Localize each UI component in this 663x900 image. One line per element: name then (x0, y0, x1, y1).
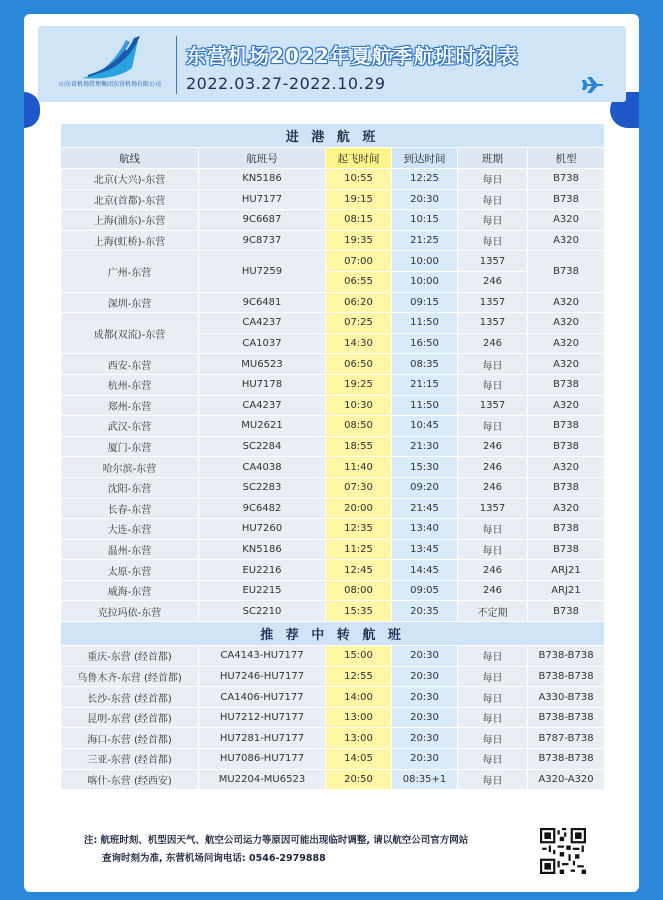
arrival-row (61, 374, 605, 395)
flight-number-cell: 9C6481 (199, 292, 326, 313)
flight-schedule-table (60, 123, 605, 790)
departure-time-cell: 12:45 (326, 560, 392, 581)
arrival-time-cell: 20:30 (392, 728, 458, 749)
route-cell: 海口-东营 (经首都) (61, 728, 199, 749)
departure-time-cell: 06:20 (326, 292, 392, 313)
arrival-row (61, 498, 605, 519)
arrival-row (61, 230, 605, 251)
route-cell: 上海(虹桥)-东营 (61, 230, 199, 251)
transfers-section-title: 推 荐 中 转 航 班 (61, 622, 605, 646)
days-cell: 每日 (458, 230, 528, 251)
flight-number-cell: EU2215 (199, 580, 326, 601)
aircraft-type-cell: ARJ21 (528, 580, 605, 601)
route-cell: 太原-东营 (61, 560, 199, 581)
route-cell: 重庆-东营 (经首都) (61, 646, 199, 667)
aircraft-type-cell: B738 (528, 251, 605, 292)
days-cell: 每日 (458, 728, 528, 749)
arrival-time-cell: 16:50 (392, 333, 458, 354)
transfer-row (61, 646, 605, 667)
aircraft-type-cell: A320 (528, 354, 605, 375)
departure-time-cell: 12:55 (326, 666, 392, 687)
aircraft-type-cell: A320 (528, 333, 605, 354)
col-header-aircraft: 机型 (528, 148, 605, 169)
route-cell: 乌鲁木齐-东营 (经首都) (61, 666, 199, 687)
footer-note (84, 832, 534, 868)
route-cell: 三亚-东营 (经首都) (61, 749, 199, 770)
departure-time-cell: 15:35 (326, 601, 392, 622)
route-cell: 杭州-东营 (61, 374, 199, 395)
arrival-time-cell: 21:15 (392, 374, 458, 395)
date-range: 2022.03.27-2022.10.29 (186, 74, 386, 93)
arrival-time-cell: 08:35 (392, 354, 458, 375)
arrivals-section-title: 进 港 航 班 (61, 124, 605, 148)
route-cell: 广州-东营 (61, 251, 199, 292)
flight-number-cell: KN5186 (199, 169, 326, 190)
logo-company-name: 山东省机场管理集团东营机场有限公司 (58, 81, 161, 88)
arrival-time-cell: 08:35+1 (392, 769, 458, 790)
qr-code[interactable] (540, 828, 586, 874)
departure-time-cell: 11:40 (326, 457, 392, 478)
arrival-time-cell: 10:45 (392, 416, 458, 437)
aircraft-type-cell: B738-B738 (528, 707, 605, 728)
days-cell: 1357 (458, 251, 528, 272)
transfers-section-header (61, 622, 605, 646)
arrival-time-cell: 10:15 (392, 210, 458, 231)
arrival-row (61, 519, 605, 540)
arrival-time-cell: 21:45 (392, 498, 458, 519)
flight-number-cell: 9C6482 (199, 498, 326, 519)
arrival-row (61, 189, 605, 210)
arrival-row (61, 477, 605, 498)
transfer-row (61, 707, 605, 728)
days-cell: 1357 (458, 313, 528, 334)
days-cell: 不定期 (458, 601, 528, 622)
arrival-row (61, 601, 605, 622)
arrival-row (61, 580, 605, 601)
arrival-time-cell: 20:30 (392, 707, 458, 728)
aircraft-type-cell: A320 (528, 230, 605, 251)
arrival-row (61, 210, 605, 231)
arrival-time-cell: 11:50 (392, 395, 458, 416)
days-cell: 每日 (458, 354, 528, 375)
flight-number-cell: CA4237 (199, 395, 326, 416)
departure-time-cell: 11:25 (326, 539, 392, 560)
aircraft-type-cell: B738 (528, 436, 605, 457)
route-cell: 长沙-东营 (经首都) (61, 687, 199, 708)
arrival-time-cell: 13:45 (392, 539, 458, 560)
aircraft-type-cell: B738 (528, 189, 605, 210)
departure-time-cell: 07:25 (326, 313, 392, 334)
arrival-time-cell: 20:35 (392, 601, 458, 622)
departure-time-cell: 10:55 (326, 169, 392, 190)
route-cell: 克拉玛依-东营 (61, 601, 199, 622)
days-cell: 每日 (458, 169, 528, 190)
days-cell: 每日 (458, 189, 528, 210)
arrival-row (61, 416, 605, 437)
departure-time-cell: 20:50 (326, 769, 392, 790)
flight-number-cell: KN5186 (199, 539, 326, 560)
flight-number-cell: CA4038 (199, 457, 326, 478)
arrival-time-cell: 20:30 (392, 687, 458, 708)
route-cell: 深圳-东营 (61, 292, 199, 313)
aircraft-type-cell: ARJ21 (528, 560, 605, 581)
days-cell: 每日 (458, 519, 528, 540)
arrival-row (61, 313, 605, 334)
transfer-row (61, 728, 605, 749)
flight-number-cell: HU7178 (199, 374, 326, 395)
departure-time-cell: 10:30 (326, 395, 392, 416)
aircraft-type-cell: B738-B738 (528, 666, 605, 687)
days-cell: 每日 (458, 769, 528, 790)
arrival-row (61, 395, 605, 416)
route-cell: 沈阳-东营 (61, 477, 199, 498)
departure-time-cell: 19:15 (326, 189, 392, 210)
aircraft-type-cell: B787-B738 (528, 728, 605, 749)
departure-time-cell: 08:15 (326, 210, 392, 231)
days-cell: 每日 (458, 687, 528, 708)
flight-number-cell: HU7212-HU7177 (199, 707, 326, 728)
departure-time-cell: 14:30 (326, 333, 392, 354)
arrival-time-cell: 09:15 (392, 292, 458, 313)
note-line-1: 航班时刻、机型因天气、航空公司运力等原因可能出现临时调整, 请以航空公司官方网站 (100, 835, 469, 846)
route-cell: 武汉-东营 (61, 416, 199, 437)
days-cell: 246 (458, 271, 528, 292)
arrival-time-cell: 20:30 (392, 189, 458, 210)
departure-time-cell: 14:05 (326, 749, 392, 770)
route-cell: 威海-东营 (61, 580, 199, 601)
route-cell: 北京(首都)-东营 (61, 189, 199, 210)
days-cell: 1357 (458, 395, 528, 416)
route-cell: 厦门-东营 (61, 436, 199, 457)
flight-number-cell: HU7281-HU7177 (199, 728, 326, 749)
departure-time-cell: 13:00 (326, 728, 392, 749)
arrival-row (61, 251, 605, 272)
flight-number-cell: HU7260 (199, 519, 326, 540)
arrival-time-cell: 15:30 (392, 457, 458, 478)
aircraft-type-cell: B738 (528, 416, 605, 437)
note-label: 注: (84, 835, 98, 846)
days-cell: 每日 (458, 749, 528, 770)
arrival-time-cell: 14:45 (392, 560, 458, 581)
route-cell: 大连-东营 (61, 519, 199, 540)
departure-time-cell: 19:25 (326, 374, 392, 395)
flight-number-cell: CA1406-HU7177 (199, 687, 326, 708)
days-cell: 每日 (458, 210, 528, 231)
route-cell: 北京(大兴)-东营 (61, 169, 199, 190)
departure-time-cell: 13:00 (326, 707, 392, 728)
route-cell: 哈尔滨-东营 (61, 457, 199, 478)
arrival-time-cell: 21:30 (392, 436, 458, 457)
flight-number-cell: MU2621 (199, 416, 326, 437)
arrival-time-cell: 09:20 (392, 477, 458, 498)
aircraft-type-cell: B738 (528, 519, 605, 540)
departure-time-cell: 15:00 (326, 646, 392, 667)
route-cell: 上海(浦东)-东营 (61, 210, 199, 231)
days-cell: 246 (458, 436, 528, 457)
flight-number-cell: CA4143-HU7177 (199, 646, 326, 667)
arrivals-section-header (61, 124, 605, 148)
days-cell: 246 (458, 560, 528, 581)
flight-number-cell: HU7259 (199, 251, 326, 292)
flight-number-cell: HU7246-HU7177 (199, 666, 326, 687)
arrival-time-cell: 11:50 (392, 313, 458, 334)
arrival-time-cell: 10:00 (392, 271, 458, 292)
days-cell: 246 (458, 457, 528, 478)
days-cell: 246 (458, 580, 528, 601)
flight-number-cell: MU2204-MU6523 (199, 769, 326, 790)
transfer-row (61, 666, 605, 687)
transfer-row (61, 687, 605, 708)
departure-time-cell: 14:00 (326, 687, 392, 708)
days-cell: 1357 (458, 292, 528, 313)
arrival-time-cell: 09:05 (392, 580, 458, 601)
aircraft-type-cell: B738-B738 (528, 749, 605, 770)
flight-number-cell: SC2284 (199, 436, 326, 457)
departure-time-cell: 18:55 (326, 436, 392, 457)
arrival-time-cell: 21:25 (392, 230, 458, 251)
aircraft-type-cell: A320 (528, 292, 605, 313)
flight-number-cell: CA1037 (199, 333, 326, 354)
col-header-arrival: 到达时间 (392, 148, 458, 169)
route-cell: 喀什-东营 (经西安) (61, 769, 199, 790)
flight-number-cell: 9C8737 (199, 230, 326, 251)
aircraft-type-cell: B738-B738 (528, 646, 605, 667)
departure-time-cell: 07:30 (326, 477, 392, 498)
route-cell: 昆明-东营 (经首都) (61, 707, 199, 728)
airplane-icon (582, 76, 604, 94)
aircraft-type-cell: B738 (528, 169, 605, 190)
departure-time-cell: 06:55 (326, 271, 392, 292)
departure-time-cell: 07:00 (326, 251, 392, 272)
col-header-departure: 起飞时间 (326, 148, 392, 169)
flight-number-cell: MU6523 (199, 354, 326, 375)
aircraft-type-cell: B738 (528, 601, 605, 622)
aircraft-type-cell: B738 (528, 539, 605, 560)
days-cell: 1357 (458, 498, 528, 519)
flight-number-cell: SC2283 (199, 477, 326, 498)
aircraft-type-cell: A330-B738 (528, 687, 605, 708)
arrival-time-cell: 12:25 (392, 169, 458, 190)
aircraft-type-cell: B738 (528, 477, 605, 498)
arrival-row (61, 539, 605, 560)
departure-time-cell: 12:35 (326, 519, 392, 540)
aircraft-type-cell: A320 (528, 498, 605, 519)
departure-time-cell: 08:00 (326, 580, 392, 601)
days-cell: 每日 (458, 646, 528, 667)
transfer-row (61, 749, 605, 770)
aircraft-type-cell: A320 (528, 210, 605, 231)
header-divider (176, 36, 177, 94)
arrival-row (61, 169, 605, 190)
flight-number-cell: HU7086-HU7177 (199, 749, 326, 770)
flight-number-cell: EU2216 (199, 560, 326, 581)
arrival-time-cell: 20:30 (392, 666, 458, 687)
arrival-time-cell: 13:40 (392, 519, 458, 540)
route-cell: 郑州-东营 (61, 395, 199, 416)
departure-time-cell: 08:50 (326, 416, 392, 437)
col-header-flight: 航班号 (199, 148, 326, 169)
arrival-row (61, 292, 605, 313)
days-cell: 246 (458, 333, 528, 354)
arrival-time-cell: 20:30 (392, 646, 458, 667)
flight-number-cell: 9C6687 (199, 210, 326, 231)
route-cell: 西安-东营 (61, 354, 199, 375)
column-header-row (61, 148, 605, 169)
arrival-time-cell: 20:30 (392, 749, 458, 770)
arrival-row (61, 457, 605, 478)
flight-number-cell: SC2210 (199, 601, 326, 622)
arrival-row (61, 354, 605, 375)
aircraft-type-cell: B738 (528, 374, 605, 395)
route-cell: 长春-东营 (61, 498, 199, 519)
departure-time-cell: 19:35 (326, 230, 392, 251)
col-header-route: 航线 (61, 148, 199, 169)
days-cell: 每日 (458, 666, 528, 687)
aircraft-type-cell: A320 (528, 457, 605, 478)
route-cell: 温州-东营 (61, 539, 199, 560)
col-header-days: 班期 (458, 148, 528, 169)
page-title: 东营机场2022年夏航季航班时刻表 (186, 44, 519, 68)
days-cell: 246 (458, 477, 528, 498)
arrival-row (61, 560, 605, 581)
departure-time-cell: 20:00 (326, 498, 392, 519)
arrival-row (61, 436, 605, 457)
days-cell: 每日 (458, 374, 528, 395)
note-line-2: 查询时刻为准, 东营机场问询电话: 0546-2979888 (102, 853, 326, 864)
days-cell: 每日 (458, 416, 528, 437)
arrival-time-cell: 10:00 (392, 251, 458, 272)
days-cell: 每日 (458, 707, 528, 728)
transfer-row (61, 769, 605, 790)
aircraft-type-cell: A320 (528, 313, 605, 334)
flight-number-cell: CA4237 (199, 313, 326, 334)
days-cell: 每日 (458, 539, 528, 560)
flight-number-cell: HU7177 (199, 189, 326, 210)
route-cell: 成都(双流)-东营 (61, 313, 199, 354)
aircraft-type-cell: A320 (528, 395, 605, 416)
aircraft-type-cell: A320-A320 (528, 769, 605, 790)
departure-time-cell: 06:50 (326, 354, 392, 375)
